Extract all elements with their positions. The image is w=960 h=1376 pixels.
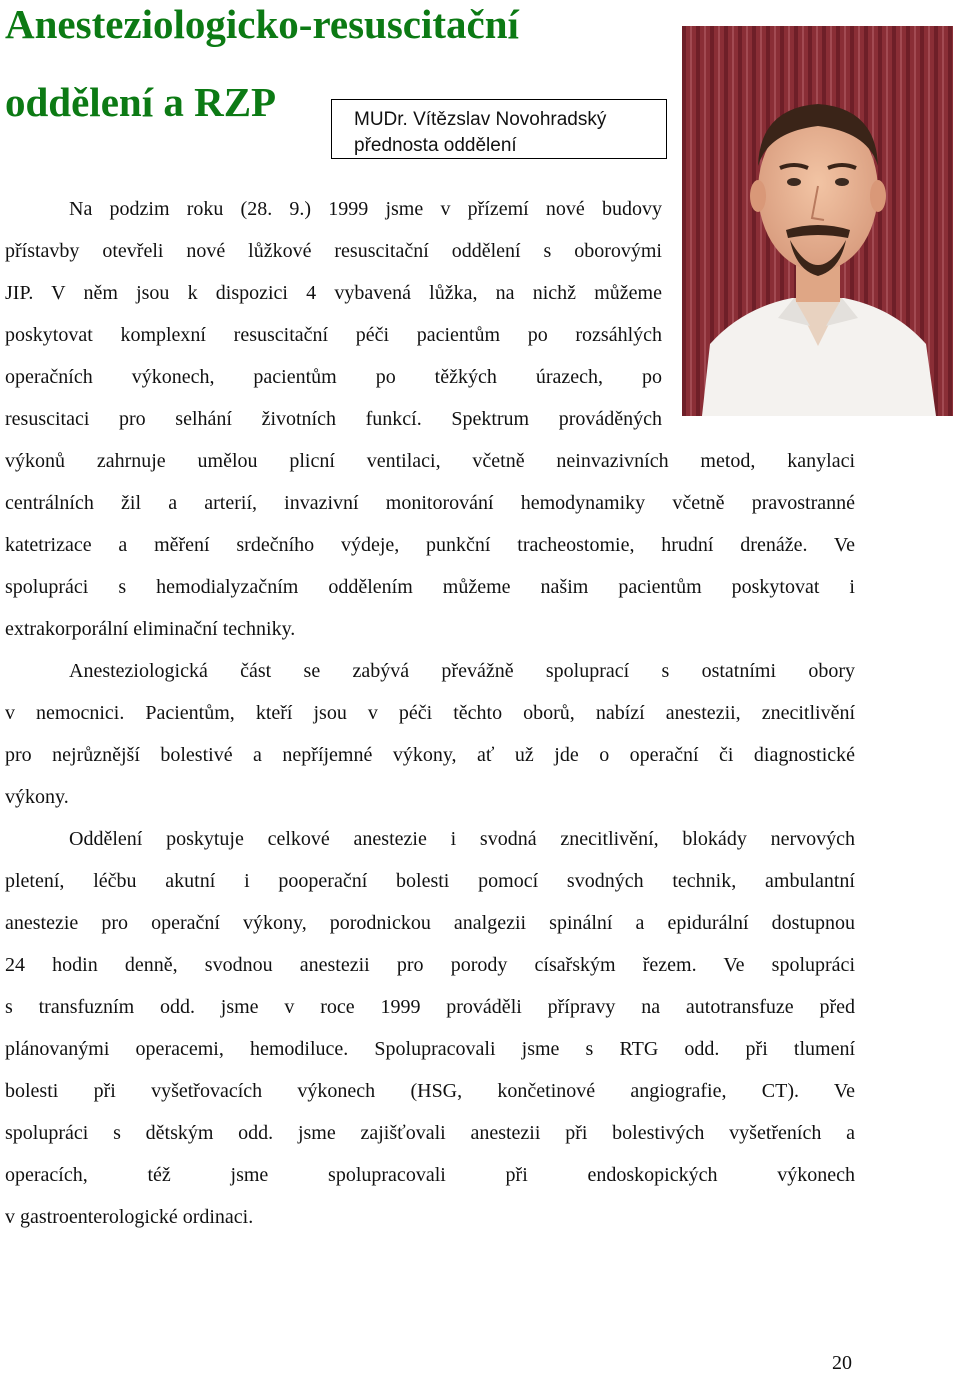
photo-caption-role: přednosta oddělení [354, 135, 517, 156]
text-line: JIP. V něm jsou k dispozici 4 vybavená lůžka, na nichž můžeme [5, 282, 662, 304]
text-line: pro nejrůznější bolestivé a nepříjemné výkony, ať už jde o operační či diagnostické [5, 744, 855, 766]
paragraph-1-top [5, 188, 662, 440]
text-line: pletení, léčbu akutní i pooperační bolesti pomocí svodných technik, ambulantní [5, 870, 855, 892]
paragraph-3 [5, 818, 855, 1238]
text-line: extrakorporální eliminační techniky. [5, 618, 296, 640]
text-line: anestezie pro operační výkony, porodnickou analgezii spinální a epidurální dostupnou [5, 912, 855, 934]
photo-caption-name: MUDr. Vítězslav Novohradský [354, 109, 607, 130]
page-title-line-1: Anesteziologicko-resuscitační [5, 1, 519, 47]
photo-caption-box [331, 99, 667, 159]
portrait-photo [682, 26, 953, 416]
text-line: v gastroenterologické ordinaci. [5, 1206, 254, 1228]
text-line: s transfuzním odd. jsme v roce 1999 prováděli přípravy na autotransfuze před [5, 996, 855, 1018]
text-line: Oddělení poskytuje celkové anestezie i svodná znecitlivění, blokády nervových [69, 828, 855, 850]
text-line: výkony. [5, 786, 69, 808]
text-line: spolupráci s dětským odd. jsme zajišťovali anestezii při bolestivých vyšetřeních a [5, 1122, 855, 1144]
text-line: spolupráci s hemodialyzačním oddělením můžeme našim pacientům poskytovat i [5, 576, 855, 598]
text-line: resuscitaci pro selhání životních funkcí. Spektrum prováděných [5, 408, 662, 430]
portrait-image [682, 26, 953, 416]
text-line: operacích, též jsme spolupracovali při endoskopických výkonech [5, 1164, 855, 1186]
paragraph-2 [5, 650, 855, 818]
text-line: bolesti při vyšetřovacích výkonech (HSG, končetinové angiografie, CT). Ve [5, 1080, 855, 1102]
text-line: katetrizace a měření srdečního výdeje, punkční tracheostomie, hrudní drenáže. Ve [5, 534, 855, 556]
paragraph-1-bottom [5, 440, 855, 650]
page-number: 20 [832, 1352, 852, 1374]
text-line: poskytovat komplexní resuscitační péči pacientům po rozsáhlých [5, 324, 662, 346]
text-line: přístavby otevřeli nové lůžkové resuscitační oddělení s oborovými [5, 240, 662, 262]
text-line: výkonů zahrnuje umělou plicní ventilaci, včetně neinvazivních metod, kanylaci [5, 450, 855, 472]
text-line: centrálních žil a arterií, invazivní monitorování hemodynamiky včetně pravostranné [5, 492, 855, 514]
page-title-line-2: oddělení a RZP [5, 79, 277, 125]
text-line: Na podzim roku (28. 9.) 1999 jsme v přízemí nové budovy [69, 198, 662, 220]
text-line: 24 hodin denně, svodnou anestezii pro porody císařským řezem. Ve spolupráci [5, 954, 855, 976]
text-line: plánovanými operacemi, hemodiluce. Spolupracovali jsme s RTG odd. při tlumení [5, 1038, 855, 1060]
text-line: v nemocnici. Pacientům, kteří jsou v péči těchto oborů, nabízí anestezii, znecitlivění [5, 702, 855, 724]
text-line: operačních výkonech, pacientům po těžkých úrazech, po [5, 366, 662, 388]
text-line: Anesteziologická část se zabývá převážně spoluprací s ostatními obory [69, 660, 855, 682]
